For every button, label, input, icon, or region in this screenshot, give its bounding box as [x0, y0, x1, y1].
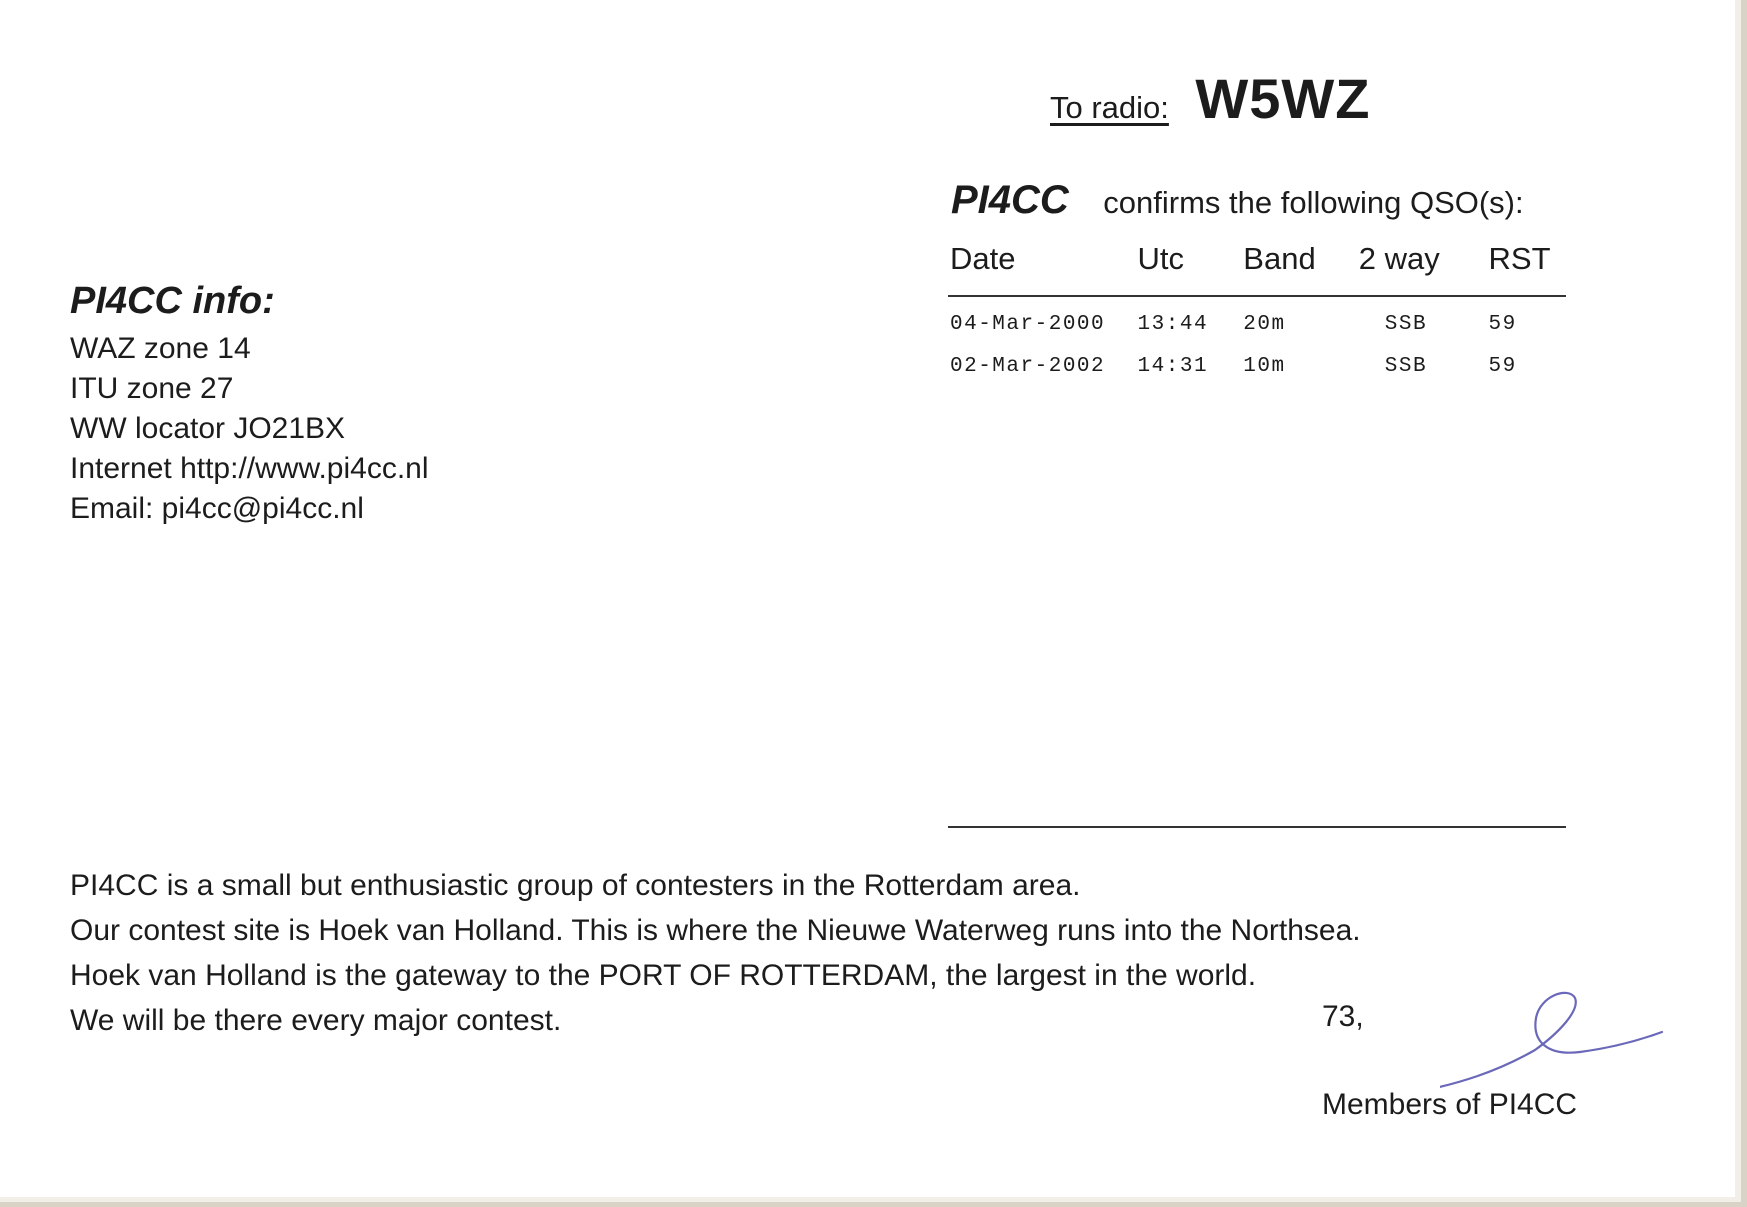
column-header-rst: RST — [1487, 235, 1566, 296]
description-line: Hoek van Holland is the gateway to the PORT OF ROTTERDAM, the largest in the world. — [70, 959, 1257, 992]
column-header-2way: 2 way — [1357, 235, 1487, 296]
confirmation-line — [951, 178, 1524, 223]
qso-table — [948, 235, 1566, 385]
qso-mode: SSB — [1384, 354, 1428, 378]
info-email: Email: pi4cc@pi4cc.nl — [70, 492, 364, 525]
qso-rst: 59 — [1488, 312, 1517, 336]
column-header-utc: Utc — [1136, 235, 1242, 296]
info-internet: Internet http://www.pi4cc.nl — [70, 452, 429, 485]
confirmation-text: confirms the following QSO(s): — [1103, 185, 1524, 220]
table-bottom-divider — [948, 826, 1566, 828]
qso-date: 02-Mar-2002 — [950, 354, 1106, 378]
info-locator: WW locator JO21BX — [70, 412, 346, 445]
info-itu-zone: ITU zone 27 — [70, 372, 234, 405]
station-info — [70, 280, 429, 529]
table-row — [948, 343, 1566, 385]
signature-stroke — [1440, 993, 1662, 1095]
closing-signoff: Members of PI4CC — [1322, 1088, 1578, 1121]
column-header-date: Date — [948, 235, 1136, 296]
closing-regards: 73, — [1322, 1000, 1364, 1033]
description-line: Our contest site is Hoek van Holland. This is where the Nieuwe Waterweg runs into the Northsea. — [70, 914, 1361, 947]
qso-rst: 59 — [1488, 354, 1517, 378]
handwritten-signature — [1440, 990, 1670, 1120]
to-radio-callsign: W5WZ — [1195, 67, 1371, 130]
qso-utc: 14:31 — [1137, 354, 1209, 378]
qso-band: 20m — [1243, 312, 1286, 336]
column-header-band: Band — [1241, 235, 1356, 296]
station-info-title: PI4CC info: — [70, 280, 275, 322]
qso-utc: 13:44 — [1137, 312, 1209, 336]
club-description — [70, 863, 1630, 1043]
to-radio-header — [1050, 66, 1370, 131]
description-line: We will be there every major contest. — [70, 1004, 562, 1037]
to-radio-label: To radio: — [1050, 90, 1169, 125]
info-waz-zone: WAZ zone 14 — [70, 332, 251, 365]
qso-mode: SSB — [1384, 312, 1428, 336]
confirming-station: PI4CC — [951, 178, 1069, 222]
table-row — [948, 296, 1566, 343]
qso-table-header-row — [948, 235, 1566, 296]
qso-date: 04-Mar-2000 — [950, 312, 1106, 336]
description-line: PI4CC is a small but enthusiastic group of contesters in the Rotterdam area. — [70, 869, 1081, 902]
qso-band: 10m — [1243, 354, 1286, 378]
